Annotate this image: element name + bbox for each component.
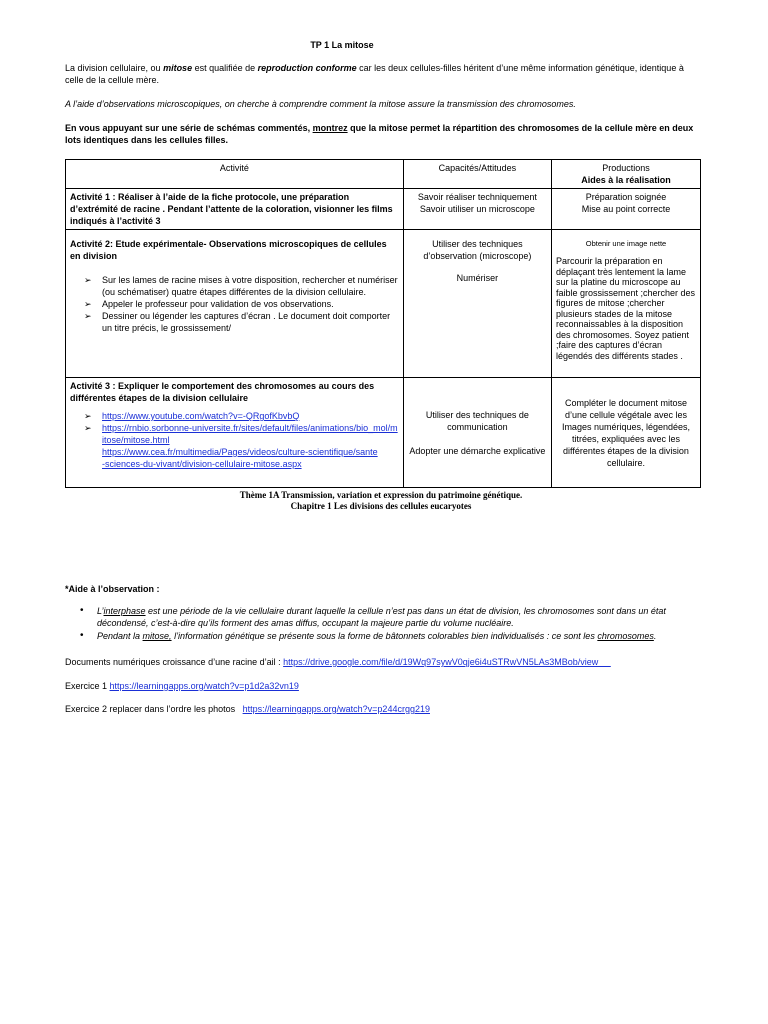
instruction-verb: montrez bbox=[312, 123, 348, 133]
activity-2-title: Activité 2: Etude expérimentale- Observations microscopiques de cellules en division bbox=[70, 239, 387, 261]
capacite-item: Utiliser des techniques d’observation (microscope) bbox=[423, 239, 532, 261]
list-item: ➢ Sur les lames de racine mises à votre disposition, rechercher et numériser (ou schématiser) quatre étapes différentes de la division cellulaire. bbox=[84, 274, 399, 298]
activity-3-cell bbox=[66, 378, 404, 488]
chapter-line: Chapitre 1 Les divisions des cellules eucaryotes bbox=[290, 501, 472, 511]
activity-3-links bbox=[70, 410, 399, 446]
documents-link[interactable]: https://drive.google.com/file/d/19Wq97sywV0qje6i4uSTRwVN5LAs3MBob/view bbox=[283, 657, 611, 667]
list-item: ➢ Appeler le professeur pour validation de vos observations. bbox=[84, 298, 399, 310]
documents-line bbox=[65, 656, 697, 668]
intro-term-reproduction: reproduction conforme bbox=[257, 63, 357, 73]
list-item bbox=[80, 630, 700, 642]
exercice-2-line bbox=[65, 703, 697, 715]
sorbonne-link[interactable]: https://rnbio.sorbonne-universite.fr/sites/default/files/animations/bio_mol/mitose/mitose.html bbox=[102, 423, 398, 445]
exercice-1-link[interactable]: https://learningapps.org/watch?v=p1d2a32vn19 bbox=[109, 681, 299, 691]
youtube-link[interactable]: https://www.youtube.com/watch?v=-QRgofKbvbQ bbox=[102, 411, 300, 421]
list-item bbox=[80, 605, 700, 629]
aide-text: est une période de la vie cellulaire durant laquelle la cellule n’est pas dans un état de division, les chromosomes sont dans un état décondensé, c’est-à-dire qu’ils forment des amas diffus, occupant la majeure partie du volume nucléaire. bbox=[97, 606, 666, 628]
intro-text: La division cellulaire, ou bbox=[65, 63, 164, 73]
capacite-item: Savoir réaliser techniquement bbox=[417, 192, 537, 202]
aide-text: L’ bbox=[97, 606, 104, 616]
capacites-2-cell bbox=[403, 230, 551, 378]
list-item: ➢ Dessiner ou légender les captures d’écran . Le document doit comporter un titre précis, le grossissement/ bbox=[84, 310, 399, 334]
theme-heading bbox=[0, 490, 768, 512]
activities-table bbox=[65, 159, 701, 488]
table-header-row bbox=[66, 160, 701, 189]
cea-link[interactable]: https://www.cea.fr/multimedia/Pages/videos/culture-scientifique/sante-sciences-du-vivant/division-cellulaire-mitose.aspx bbox=[102, 447, 378, 469]
objective-paragraph: A l’aide d’observations microscopiques, on cherche à comprendre comment la mitose assure la transmission des chromosomes. bbox=[65, 99, 576, 109]
aide-text: Pendant la bbox=[97, 631, 143, 641]
production-item: Obtenir une image nette bbox=[585, 239, 667, 248]
list-item bbox=[84, 410, 399, 422]
intro-term-mitose: mitose bbox=[163, 63, 193, 73]
capacites-1-cell bbox=[403, 189, 551, 230]
header-productions-line1: Productions bbox=[602, 163, 650, 173]
capacite-item: Savoir utiliser un microscope bbox=[419, 204, 535, 214]
header-productions-line2: Aides à la réalisation bbox=[581, 175, 671, 185]
instruction-text: que la mitose permet la répartition des chromosomes de la cellule mère en deux lots identiques dans les cellules filles. bbox=[65, 123, 694, 145]
capacite-item: Numériser bbox=[456, 273, 499, 283]
exercice-1-label: Exercice 1 bbox=[65, 681, 110, 691]
aide-title: *Aide à l’observation : bbox=[65, 584, 160, 594]
aide-text: . bbox=[653, 631, 657, 641]
aide-term-interphase: interphase bbox=[103, 606, 146, 616]
exercice-2-link[interactable]: https://learningapps.org/watch?v=p244crgg219 bbox=[242, 704, 430, 714]
aide-list bbox=[80, 605, 700, 643]
activity-2-list bbox=[70, 274, 399, 334]
aide-term-mitose: mitose, bbox=[142, 631, 172, 641]
activity-3-title: Activité 3 : Expliquer le comportement des chromosomes au cours des différentes étapes de la division cellulaire bbox=[70, 381, 375, 403]
header-productions bbox=[551, 160, 700, 189]
intro-paragraph bbox=[65, 62, 697, 86]
list-item bbox=[84, 422, 399, 446]
aide-text: l’information génétique se présente sous la forme de bâtonnets colorables bien individualisés : ce sont les bbox=[171, 631, 598, 641]
capacite-item: Adopter une démarche explicative bbox=[409, 445, 546, 456]
table-row bbox=[66, 378, 701, 488]
instruction-text: En vous appuyant sur une série de schémas commentés, bbox=[65, 123, 313, 133]
documents-label: Documents numériques croissance d’une racine d’ail : bbox=[65, 657, 284, 667]
theme-line: Thème 1A Transmission, variation et expression du patrimoine génétique. bbox=[239, 490, 523, 500]
table-row bbox=[66, 230, 701, 378]
activity-1-cell: Activité 1 : Réaliser à l’aide de la fiche protocole, une préparation d’extrémité de racine . Pendant l’attente de la coloration, visionner les films indiqués à l’activité 3 bbox=[66, 189, 404, 230]
cea-link-wrap bbox=[70, 446, 379, 470]
header-activite: Activité bbox=[66, 160, 404, 189]
exercice-1-line bbox=[65, 680, 697, 692]
production-item: Préparation soignée bbox=[585, 192, 667, 202]
page-title: TP 1 La mitose bbox=[310, 40, 374, 50]
capacite-item: Utiliser des techniques de communication bbox=[425, 409, 529, 432]
activity-2-cell bbox=[66, 230, 404, 378]
aide-term-chromosomes: chromosomes bbox=[597, 631, 654, 641]
intro-text: car les deux cellules-filles héritent d’une même information génétique, identique à celle de la cellule mère. bbox=[65, 63, 684, 85]
production-item: Mise au point correcte bbox=[581, 204, 671, 214]
instruction-paragraph bbox=[65, 122, 697, 146]
capacites-3-cell bbox=[403, 378, 551, 488]
productions-2-cell bbox=[551, 230, 700, 378]
table-row bbox=[66, 189, 701, 230]
productions-3-cell: Compléter le document mitose d’une cellule végétale avec les Images numériques, légendées, titrées, expliquées avec les différentes étapes de la division cellulaire. bbox=[551, 378, 700, 488]
header-capacites: Capacités/Attitudes bbox=[403, 160, 551, 189]
exercice-2-label: Exercice 2 replacer dans l’ordre les photos bbox=[65, 704, 243, 714]
productions-1-cell bbox=[551, 189, 700, 230]
intro-text: est qualifiée de bbox=[192, 63, 258, 73]
production-item: Parcourir la préparation en déplaçant très lentement la lame sur la platine du microscope au faible grossissement ;chercher des figures de mitose ;chercher plusieurs stades de la mitose reconnaissables à la disposition des chromosomes. Soyez patient ;faire des captures d’écran légendés des différents stades . bbox=[555, 256, 696, 361]
